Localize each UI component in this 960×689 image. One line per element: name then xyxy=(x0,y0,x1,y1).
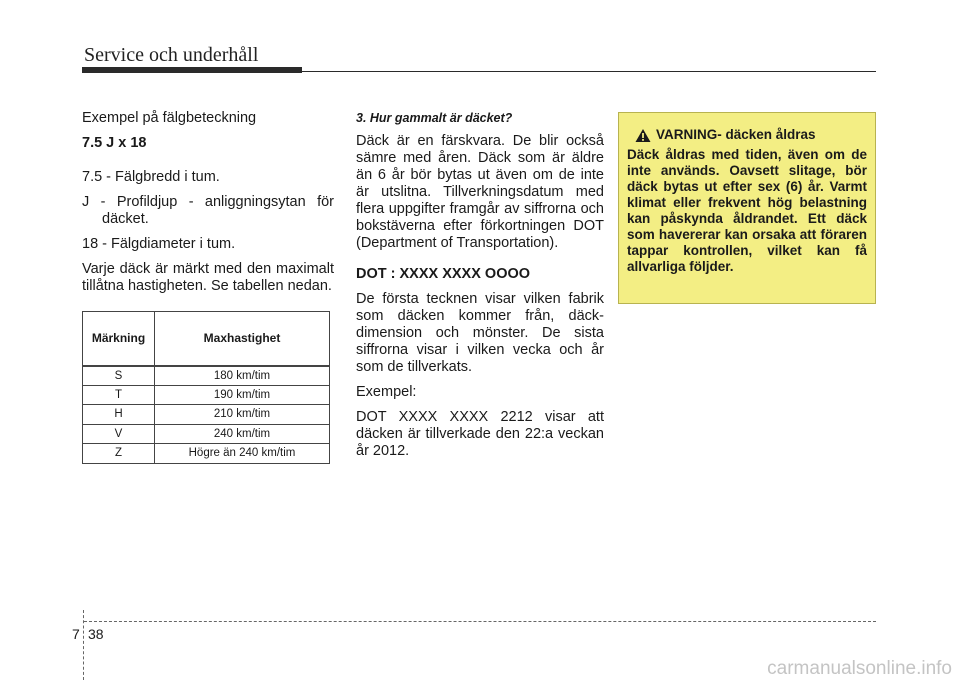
speed-intro-text: Varje däck är märkt med den maximalt tillåtna hastigheten. Se tabellen nedan. xyxy=(82,261,334,294)
example-code: 7.5 J x 18 xyxy=(82,135,147,151)
section-heading-tire-age: 3. Hur gammalt är däcket? xyxy=(356,111,513,125)
tire-age-intro: Däck är en färskvara. De blir också sämre med åren. Däck som är äldre än 6 år bör bytas ut även om de inte är utslitna. Tillverkningsdatum med flera uppgifter framgår av siffrorna och bokstäverna efter förkortningen DOT (Department of Transportation). xyxy=(356,133,604,251)
example-heading: Exempel på fälgbeteckning xyxy=(82,110,257,126)
table-cell-speed: 190 km/tim xyxy=(155,385,330,405)
table-cell-speed: Högre än 240 km/tim xyxy=(155,444,330,464)
table-cell-marking: S xyxy=(83,366,155,386)
rim-width-text: 7.5 - Fälgbredd i tum. xyxy=(82,169,220,185)
profile-depth-text: J - Profildjup - anliggningsytan för däcket. xyxy=(82,194,334,227)
table-cell-speed: 240 km/tim xyxy=(155,424,330,444)
dot-code: DOT : XXXX XXXX OOOO xyxy=(356,266,531,282)
watermark-text: carmanualsonline.info xyxy=(767,658,952,679)
table-cell-marking: H xyxy=(83,405,155,425)
warning-title: VARNING- däcken åldras xyxy=(656,127,816,142)
warning-text: Däck åldras med tiden, även om de inte används. Oavsett slitage, bör däck bytas ut efter sex (6) år. Varmt klimat eller frekvent hög belastning kan påskynda åldrandet. Ett däck som havererar kan orsaka att föraren tappar kontrollen, vilket kan få allvarliga följder. xyxy=(627,147,867,274)
table-row xyxy=(83,424,330,444)
table-cell-speed: 180 km/tim xyxy=(155,366,330,386)
footer-divider-horizontal xyxy=(84,621,876,622)
table-cell-speed: 210 km/tim xyxy=(155,405,330,425)
header-divider-thick xyxy=(82,67,302,73)
warning-title-row xyxy=(635,127,867,143)
warning-box xyxy=(618,112,876,304)
page-number: 38 xyxy=(88,626,104,642)
middle-column xyxy=(356,110,604,468)
table-header-marking: Märkning xyxy=(83,312,155,366)
left-column xyxy=(82,110,334,303)
table-header-row xyxy=(83,312,330,366)
warning-triangle-icon xyxy=(635,128,651,143)
table-row xyxy=(83,366,330,386)
page-header-title: Service och underhåll xyxy=(84,44,259,66)
dot-example-text: DOT XXXX XXXX 2212 visar att däcken är tillverkade den 22:a veckan år 2012. xyxy=(356,409,604,459)
table-row xyxy=(83,444,330,464)
table-cell-marking: T xyxy=(83,385,155,405)
speed-rating-table xyxy=(82,311,330,464)
table-row xyxy=(83,405,330,425)
dot-explanation: De första tecknen visar vilken fabrik som däcken kommer från, däck-dimension och mönster. De sista siffrorna visar i vilken vecka och år som de tillverkats. xyxy=(356,291,604,375)
chapter-number: 7 xyxy=(72,626,80,642)
table-header-max-speed: Maxhastighet xyxy=(155,312,330,366)
table-cell-marking: Z xyxy=(83,444,155,464)
table-row xyxy=(83,385,330,405)
header-divider-thin xyxy=(302,71,876,72)
example-label: Exempel: xyxy=(356,384,417,400)
rim-diameter-text: 18 - Fälgdiameter i tum. xyxy=(82,236,236,252)
table-cell-marking: V xyxy=(83,424,155,444)
